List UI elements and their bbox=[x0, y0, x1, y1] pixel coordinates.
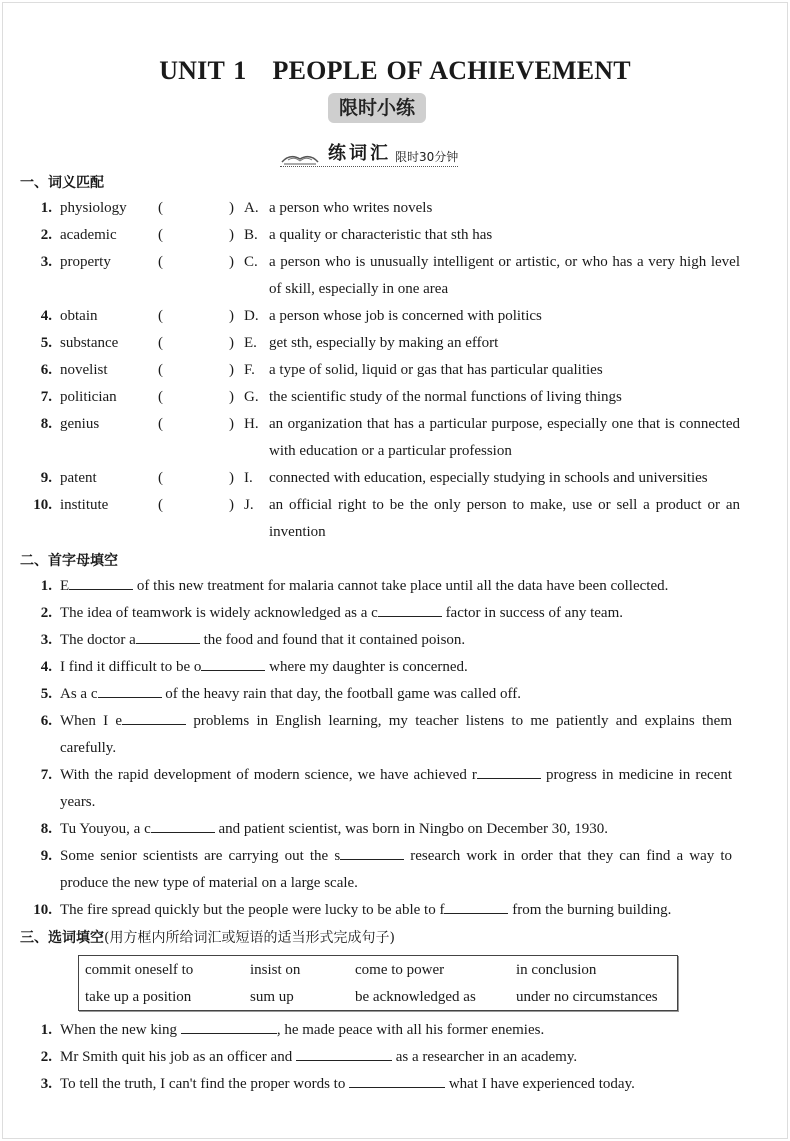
matching-list bbox=[20, 195, 740, 546]
item-text bbox=[60, 897, 732, 924]
box-phrase: sum up bbox=[250, 989, 294, 1005]
item-text bbox=[60, 762, 732, 816]
unit-title: UNIT 1 PEOPLE OF ACHIEVEMENT bbox=[159, 56, 631, 85]
subheader-label: 练词汇 bbox=[328, 143, 391, 164]
item-number: 10. bbox=[33, 497, 52, 513]
item-word: property bbox=[60, 254, 111, 270]
paren-close: ) bbox=[229, 497, 234, 513]
text-after: factor in success of any team. bbox=[441, 605, 623, 621]
option-definition: a type of solid, liquid or gas that has particular qualities bbox=[269, 362, 603, 378]
paren-close: ) bbox=[229, 470, 234, 486]
text-before: E bbox=[60, 578, 70, 594]
text-before: Some senior scientists are carrying out the s bbox=[60, 848, 341, 864]
answer-blank[interactable] bbox=[158, 303, 244, 330]
item-word: obtain bbox=[60, 308, 98, 324]
paren-close: ) bbox=[229, 254, 234, 270]
text-before: Mr Smith quit his job as an officer and bbox=[60, 1049, 296, 1065]
item-number: 1. bbox=[40, 1022, 52, 1038]
text-before: The idea of teamwork is widely acknowledged as a c bbox=[60, 605, 378, 621]
text-after: progress in medicine in recent years. bbox=[60, 767, 732, 810]
item-number: 8. bbox=[40, 416, 52, 432]
list-item bbox=[20, 762, 732, 816]
book-icon bbox=[280, 149, 320, 165]
section-badge: 限时小练 bbox=[328, 93, 426, 123]
section2-heading: 二、首字母填空 bbox=[20, 553, 118, 569]
list-item bbox=[20, 681, 732, 708]
paren-close: ) bbox=[229, 335, 234, 351]
option-letter: G. bbox=[244, 389, 259, 405]
text-after: of the heavy rain that day, the football game was called off. bbox=[161, 686, 521, 702]
item-number: 1. bbox=[40, 578, 52, 594]
box-phrase: commit oneself to bbox=[85, 962, 194, 978]
box-phrase: under no circumstances bbox=[516, 989, 658, 1005]
paren-open: ( bbox=[158, 227, 163, 243]
item-number: 5. bbox=[40, 335, 52, 351]
section3-note: (用方框内所给词汇或短语的适当形式完成句子) bbox=[104, 930, 395, 946]
option-definition: an official right to be the only person to make, use or sell a product or an invention bbox=[269, 497, 740, 540]
item-number: 4. bbox=[40, 659, 52, 675]
item-number: 4. bbox=[40, 308, 52, 324]
text-after: and patient scientist, was born in Ningbo on December 30, 1930. bbox=[214, 821, 608, 837]
paren-close: ) bbox=[229, 362, 234, 378]
box-phrase: come to power bbox=[355, 962, 445, 978]
item-text bbox=[60, 627, 732, 654]
answer-blank[interactable] bbox=[98, 684, 162, 698]
list-item bbox=[20, 573, 732, 600]
item-word: physiology bbox=[60, 200, 127, 216]
item-number: 5. bbox=[40, 686, 52, 702]
item-number: 2. bbox=[40, 227, 52, 243]
section3-title: 三、选词填空 bbox=[20, 930, 104, 946]
item-text bbox=[60, 708, 732, 762]
paren-open: ( bbox=[158, 362, 163, 378]
answer-blank[interactable] bbox=[151, 819, 215, 833]
item-number: 9. bbox=[40, 470, 52, 486]
item-number: 10. bbox=[33, 902, 52, 918]
item-text bbox=[60, 816, 732, 843]
option-letter: B. bbox=[244, 227, 258, 243]
answer-blank[interactable] bbox=[158, 195, 244, 222]
table-row bbox=[20, 492, 740, 546]
list-item bbox=[20, 816, 732, 843]
list-item bbox=[20, 897, 732, 924]
list-item bbox=[20, 708, 732, 762]
answer-blank[interactable] bbox=[158, 330, 244, 357]
text-after: what I have experienced today. bbox=[445, 1076, 635, 1092]
table-row bbox=[20, 465, 740, 492]
item-number: 9. bbox=[40, 848, 52, 864]
answer-blank[interactable] bbox=[158, 249, 244, 303]
table-row bbox=[20, 195, 740, 222]
answer-blank[interactable] bbox=[158, 357, 244, 384]
answer-blank[interactable] bbox=[201, 657, 265, 671]
option-letter: I. bbox=[244, 470, 253, 486]
text-after: , he made peace with all his former enemies. bbox=[276, 1022, 545, 1038]
paren-close: ) bbox=[229, 389, 234, 405]
paren-open: ( bbox=[158, 308, 163, 324]
item-number: 8. bbox=[40, 821, 52, 837]
list-item bbox=[20, 1044, 732, 1071]
item-text bbox=[60, 573, 732, 600]
text-before: When I e bbox=[60, 713, 123, 729]
text-before: The doctor a bbox=[60, 632, 136, 648]
item-text bbox=[60, 600, 732, 627]
text-after: the food and found that it contained poison. bbox=[199, 632, 466, 648]
answer-blank[interactable] bbox=[122, 711, 186, 725]
box-phrase: take up a position bbox=[85, 989, 192, 1005]
text-after: of this new treatment for malaria cannot take place until all the data have been collected. bbox=[133, 578, 669, 594]
item-text bbox=[60, 1071, 732, 1098]
text-after: research work in order that they can find a way to produce the new type of material on a large scale. bbox=[60, 848, 732, 891]
option-letter: H. bbox=[244, 416, 259, 432]
item-number: 2. bbox=[40, 1049, 52, 1065]
option-letter: C. bbox=[244, 254, 258, 270]
word-box bbox=[78, 955, 678, 1011]
table-row bbox=[20, 384, 740, 411]
box-phrase: be acknowledged as bbox=[355, 989, 476, 1005]
item-number: 6. bbox=[40, 713, 52, 729]
item-number: 3. bbox=[40, 254, 52, 270]
answer-blank[interactable] bbox=[158, 222, 244, 249]
option-definition: an organization that has a particular purpose, especially one that is connected with education or a particular profession bbox=[269, 416, 740, 459]
item-number: 1. bbox=[40, 200, 52, 216]
paren-open: ( bbox=[158, 416, 163, 432]
option-definition: the scientific study of the normal functions of living things bbox=[269, 389, 622, 405]
item-text bbox=[60, 843, 732, 897]
list-item bbox=[20, 843, 732, 897]
option-letter: F. bbox=[244, 362, 255, 378]
table-row bbox=[20, 222, 740, 249]
list-item bbox=[20, 654, 732, 681]
option-letter: D. bbox=[244, 308, 259, 324]
paren-open: ( bbox=[158, 254, 163, 270]
paren-open: ( bbox=[158, 497, 163, 513]
text-after: as a researcher in an academy. bbox=[391, 1049, 578, 1065]
text-before: The fire spread quickly but the people were lucky to be able to f bbox=[60, 902, 445, 918]
answer-blank[interactable] bbox=[69, 576, 133, 590]
item-text bbox=[60, 1017, 732, 1044]
text-before: With the rapid development of modern science, we have achieved r bbox=[60, 767, 477, 783]
item-text bbox=[60, 681, 732, 708]
option-definition: a person who is unusually intelligent or artistic, or who has a very high level of skill, especially in one area bbox=[269, 254, 740, 297]
table-row bbox=[20, 303, 740, 330]
item-word: patent bbox=[60, 470, 97, 486]
text-before: When the new king bbox=[60, 1022, 181, 1038]
option-definition: a person who writes novels bbox=[269, 200, 433, 216]
item-text bbox=[60, 1044, 732, 1071]
item-word: academic bbox=[60, 227, 117, 243]
answer-blank[interactable] bbox=[158, 492, 244, 546]
initial-letter-list bbox=[20, 573, 732, 924]
text-after: problems in English learning, my teacher listens to me patiently and explains them carefully. bbox=[60, 713, 733, 756]
answer-blank[interactable] bbox=[181, 1020, 277, 1034]
paren-open: ( bbox=[158, 470, 163, 486]
list-item bbox=[20, 1071, 732, 1098]
paren-open: ( bbox=[158, 200, 163, 216]
text-after: where my daughter is concerned. bbox=[265, 659, 468, 675]
answer-blank[interactable] bbox=[136, 630, 200, 644]
answer-blank[interactable] bbox=[158, 384, 244, 411]
answer-blank[interactable] bbox=[378, 603, 442, 617]
text-before: As a c bbox=[60, 686, 98, 702]
list-item bbox=[20, 1017, 732, 1044]
text-before: Tu Youyou, a c bbox=[60, 821, 151, 837]
paren-open: ( bbox=[158, 389, 163, 405]
text-before: I find it difficult to be o bbox=[60, 659, 202, 675]
section3-heading bbox=[20, 927, 395, 947]
table-row bbox=[20, 357, 740, 384]
section1-heading: 一、词义匹配 bbox=[20, 175, 104, 191]
option-definition: connected with education, especially studying in schools and universities bbox=[269, 470, 708, 486]
table-row bbox=[20, 249, 740, 303]
time-limit: 限时30分钟 bbox=[395, 150, 459, 164]
table-row bbox=[20, 330, 740, 357]
subheader bbox=[280, 143, 458, 167]
option-definition: a quality or characteristic that sth has bbox=[269, 227, 493, 243]
option-definition: get sth, especially by making an effort bbox=[269, 335, 499, 351]
option-letter: J. bbox=[244, 497, 254, 513]
answer-blank[interactable] bbox=[477, 765, 541, 779]
box-phrase: insist on bbox=[250, 962, 301, 978]
table-row bbox=[20, 411, 740, 465]
item-word: substance bbox=[60, 335, 119, 351]
item-number: 3. bbox=[40, 1076, 52, 1092]
item-number: 7. bbox=[40, 389, 52, 405]
answer-blank[interactable] bbox=[340, 846, 404, 860]
answer-blank[interactable] bbox=[158, 465, 244, 492]
answer-blank[interactable] bbox=[349, 1074, 445, 1088]
fill-in-list bbox=[20, 1017, 732, 1098]
answer-blank[interactable] bbox=[296, 1047, 392, 1061]
item-number: 7. bbox=[40, 767, 52, 783]
paren-close: ) bbox=[229, 308, 234, 324]
item-number: 6. bbox=[40, 362, 52, 378]
box-phrase: in conclusion bbox=[516, 962, 597, 978]
item-number: 2. bbox=[40, 605, 52, 621]
paren-close: ) bbox=[229, 416, 234, 432]
item-word: novelist bbox=[60, 362, 108, 378]
answer-blank[interactable] bbox=[444, 900, 508, 914]
list-item bbox=[20, 627, 732, 654]
paren-open: ( bbox=[158, 335, 163, 351]
paren-close: ) bbox=[229, 227, 234, 243]
item-number: 3. bbox=[40, 632, 52, 648]
paren-close: ) bbox=[229, 200, 234, 216]
item-word: institute bbox=[60, 497, 109, 513]
item-word: politician bbox=[60, 389, 117, 405]
item-word: genius bbox=[60, 416, 100, 432]
item-text bbox=[60, 654, 732, 681]
text-before: To tell the truth, I can't find the proper words to bbox=[60, 1076, 350, 1092]
option-definition: a person whose job is concerned with politics bbox=[269, 308, 542, 324]
text-after: from the burning building. bbox=[508, 902, 672, 918]
option-letter: A. bbox=[244, 200, 259, 216]
list-item bbox=[20, 600, 732, 627]
option-letter: E. bbox=[244, 335, 257, 351]
answer-blank[interactable] bbox=[158, 411, 244, 465]
